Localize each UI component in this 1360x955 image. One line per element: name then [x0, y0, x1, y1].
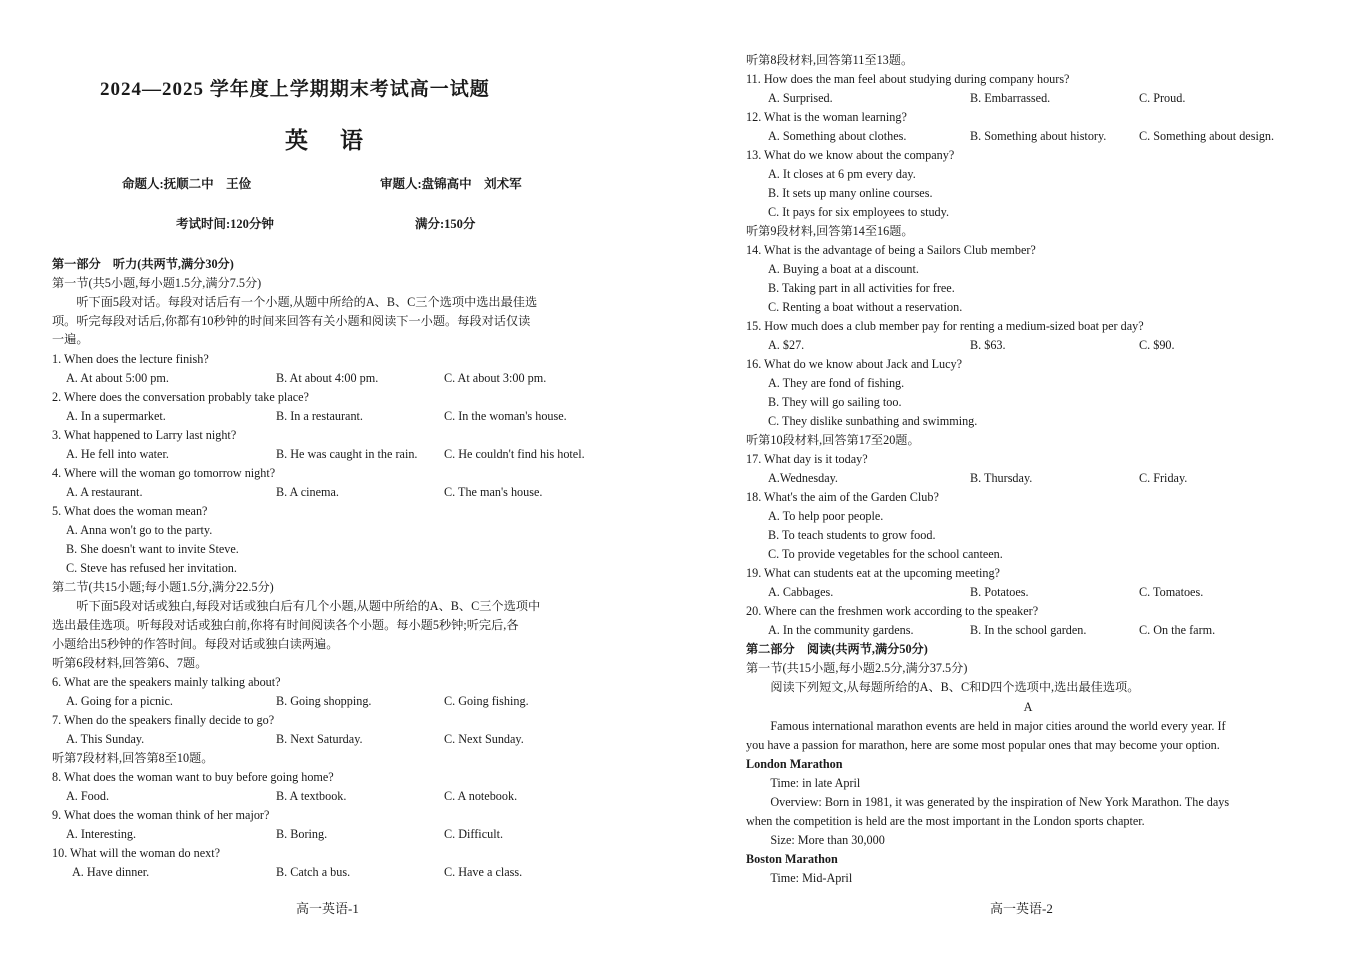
- question-stem: 20. Where can the freshmen work according to the speaker?: [746, 604, 1039, 618]
- question-stem: 9. What does the woman think of her major?: [52, 808, 270, 822]
- option-a: A. He fell into water.: [66, 447, 169, 461]
- setter-info: 命题人:抚顺二中 王俭: [122, 177, 252, 191]
- option-c: C. Going fishing.: [444, 694, 529, 708]
- passage-intro-line: you have a passion for marathon, here are some most popular ones that may become your option.: [746, 738, 1220, 752]
- boston-marathon-heading: Boston Marathon: [746, 852, 838, 866]
- material-heading: 听第6段材料,回答第6、7题。: [52, 656, 208, 670]
- option-b: B. Potatoes.: [970, 585, 1029, 599]
- question-stem: 7. When do the speakers finally decide to go?: [52, 713, 275, 727]
- question-stem: 16. What do we know about Jack and Lucy?: [746, 357, 963, 371]
- london-overview-line: when the competition is held are the most important in the London sports chapter.: [746, 814, 1145, 828]
- option-b: B. In a restaurant.: [276, 409, 363, 423]
- section2-instruction-line: 小题给出5秒钟的作答时间。每段对话或独白读两遍。: [52, 637, 339, 651]
- option-c: C. They dislike sunbathing and swimming.: [768, 414, 978, 428]
- option-b: B. She doesn't want to invite Steve.: [66, 542, 239, 556]
- option-b: B. To teach students to grow food.: [768, 528, 936, 542]
- option-a: A. To help poor people.: [768, 509, 884, 523]
- option-a: A. Cabbages.: [768, 585, 834, 599]
- option-b: B. At about 4:00 pm.: [276, 371, 379, 385]
- material-heading: 听第10段材料,回答第17至20题。: [746, 433, 920, 447]
- option-c: C. $90.: [1139, 338, 1175, 352]
- option-b: B. A textbook.: [276, 789, 347, 803]
- question-stem: 10. What will the woman do next?: [52, 846, 220, 860]
- page-footer: 高一英语-1: [296, 901, 359, 916]
- question-stem: 4. Where will the woman go tomorrow night?: [52, 466, 276, 480]
- option-b: B. Something about history.: [970, 129, 1107, 143]
- exam-title: 2024—2025 学年度上学期期末考试高一试题: [100, 79, 490, 100]
- option-b: B. It sets up many online courses.: [768, 186, 933, 200]
- material-heading: 听第9段材料,回答第14至16题。: [746, 224, 914, 238]
- subject-title: 英语: [285, 128, 395, 153]
- section1-heading: 第一节(共5小题,每小题1.5分,满分7.5分): [52, 276, 262, 290]
- option-c: C. Renting a boat without a reservation.: [768, 300, 963, 314]
- reviewer-info: 审题人:盘锦高中 刘术军: [380, 177, 522, 191]
- section1-instruction-line: 一遍。: [52, 332, 89, 346]
- option-c: C. Tomatoes.: [1139, 585, 1204, 599]
- option-b: B. Boring.: [276, 827, 328, 841]
- option-a: A. A restaurant.: [66, 485, 143, 499]
- option-a: A. Going for a picnic.: [66, 694, 173, 708]
- option-b: B. Catch a bus.: [276, 865, 351, 879]
- question-stem: 14. What is the advantage of being a Sailors Club member?: [746, 243, 1036, 257]
- option-c: C. It pays for six employees to study.: [768, 205, 949, 219]
- option-a: A. In a supermarket.: [66, 409, 166, 423]
- option-c: C. On the farm.: [1139, 623, 1216, 637]
- question-stem: 5. What does the woman mean?: [52, 504, 208, 518]
- option-b: B. Going shopping.: [276, 694, 372, 708]
- option-b: B. $63.: [970, 338, 1006, 352]
- option-c: C. Next Sunday.: [444, 732, 524, 746]
- option-c: C. Have a class.: [444, 865, 523, 879]
- option-b: B. They will go sailing too.: [768, 395, 902, 409]
- reading-instruction: 阅读下列短文,从每题所给的A、B、C和D四个选项中,选出最佳选项。: [746, 680, 1140, 694]
- option-a: A. It closes at 6 pm every day.: [768, 167, 916, 181]
- passage-intro-line: Famous international marathon events are held in major cities around the world every year. If: [746, 719, 1226, 733]
- question-stem: 17. What day is it today?: [746, 452, 868, 466]
- option-a: A. This Sunday.: [66, 732, 145, 746]
- question-stem: 6. What are the speakers mainly talking about?: [52, 675, 281, 689]
- option-c: C. In the woman's house.: [444, 409, 567, 423]
- part1-heading: 第一部分 听力(共两节,满分30分): [52, 257, 234, 271]
- option-a: A. Anna won't go to the party.: [66, 523, 213, 537]
- option-c: C. The man's house.: [444, 485, 543, 499]
- option-b: B. Embarrassed.: [970, 91, 1051, 105]
- london-marathon-heading: London Marathon: [746, 757, 843, 771]
- option-a: A. In the community gardens.: [768, 623, 914, 637]
- option-a: A.Wednesday.: [768, 471, 838, 485]
- option-c: C. To provide vegetables for the school canteen.: [768, 547, 1003, 561]
- boston-time: Time: Mid-April: [746, 871, 853, 885]
- full-score: 满分:150分: [415, 217, 476, 231]
- option-c: C. Something about design.: [1139, 129, 1275, 143]
- question-stem: 13. What do we know about the company?: [746, 148, 955, 162]
- option-b: B. Next Saturday.: [276, 732, 363, 746]
- section2-instruction-line: 听下面5段对话或独白,每段对话或独白后有几个小题,从题中所给的A、B、C三个选项中: [52, 599, 541, 613]
- question-stem: 18. What's the aim of the Garden Club?: [746, 490, 939, 504]
- london-overview-line: Overview: Born in 1981, it was generated by the inspiration of New York Marathon. The days: [746, 795, 1230, 809]
- option-a: A. Food.: [66, 789, 110, 803]
- option-b: B. He was caught in the rain.: [276, 447, 418, 461]
- option-b: B. A cinema.: [276, 485, 339, 499]
- question-stem: 11. How does the man feel about studying during company hours?: [746, 72, 1070, 86]
- question-stem: 2. Where does the conversation probably take place?: [52, 390, 309, 404]
- passage-label: A: [1023, 700, 1033, 714]
- option-a: A. They are fond of fishing.: [768, 376, 905, 390]
- question-stem: 15. How much does a club member pay for renting a medium-sized boat per day?: [746, 319, 1144, 333]
- option-a: A. Something about clothes.: [768, 129, 907, 143]
- option-b: B. Thursday.: [970, 471, 1033, 485]
- section1-instruction-line: 项。听完每段对话后,你都有10秒钟的时间来回答有关小题和阅读下一小题。每段对话仅读: [52, 314, 531, 328]
- option-c: C. At about 3:00 pm.: [444, 371, 547, 385]
- question-stem: 12. What is the woman learning?: [746, 110, 907, 124]
- london-time: Time: in late April: [746, 776, 861, 790]
- part2-heading: 第二部分 阅读(共两节,满分50分): [746, 642, 928, 656]
- material-heading: 听第7段材料,回答第8至10题。: [52, 751, 214, 765]
- question-stem: 3. What happened to Larry last night?: [52, 428, 237, 442]
- option-b: B. Taking part in all activities for free.: [768, 281, 955, 295]
- section2-instruction-line: 选出最佳选项。听每段对话或独白前,你将有时间阅读各个小题。每小题5秒钟;听完后,各: [52, 618, 519, 632]
- section2-heading: 第二节(共15小题;每小题1.5分,满分22.5分): [52, 580, 274, 594]
- london-size: Size: More than 30,000: [746, 833, 885, 847]
- option-c: C. He couldn't find his hotel.: [444, 447, 585, 461]
- option-a: A. At about 5:00 pm.: [66, 371, 169, 385]
- option-c: C. Friday.: [1139, 471, 1188, 485]
- option-a: A. $27.: [768, 338, 805, 352]
- option-a: A. Have dinner.: [72, 865, 150, 879]
- option-a: A. Buying a boat at a discount.: [768, 262, 919, 276]
- question-stem: 8. What does the woman want to buy before going home?: [52, 770, 334, 784]
- option-c: C. Difficult.: [444, 827, 504, 841]
- question-stem: 19. What can students eat at the upcoming meeting?: [746, 566, 1000, 580]
- section1-instruction-line: 听下面5段对话。每段对话后有一个小题,从题中所给的A、B、C三个选项中选出最佳选: [52, 295, 538, 309]
- option-a: A. Surprised.: [768, 91, 833, 105]
- page-footer: 高一英语-2: [990, 901, 1053, 916]
- option-a: A. Interesting.: [66, 827, 137, 841]
- material-heading: 听第8段材料,回答第11至13题。: [746, 53, 914, 67]
- option-c: C. A notebook.: [444, 789, 518, 803]
- question-stem: 1. When does the lecture finish?: [52, 352, 209, 366]
- exam-time: 考试时间:120分钟: [176, 217, 274, 231]
- option-c: C. Proud.: [1139, 91, 1186, 105]
- option-b: B. In the school garden.: [970, 623, 1087, 637]
- option-c: C. Steve has refused her invitation.: [66, 561, 237, 575]
- reading-section1-heading: 第一节(共15小题,每小题2.5分,满分37.5分): [746, 661, 968, 675]
